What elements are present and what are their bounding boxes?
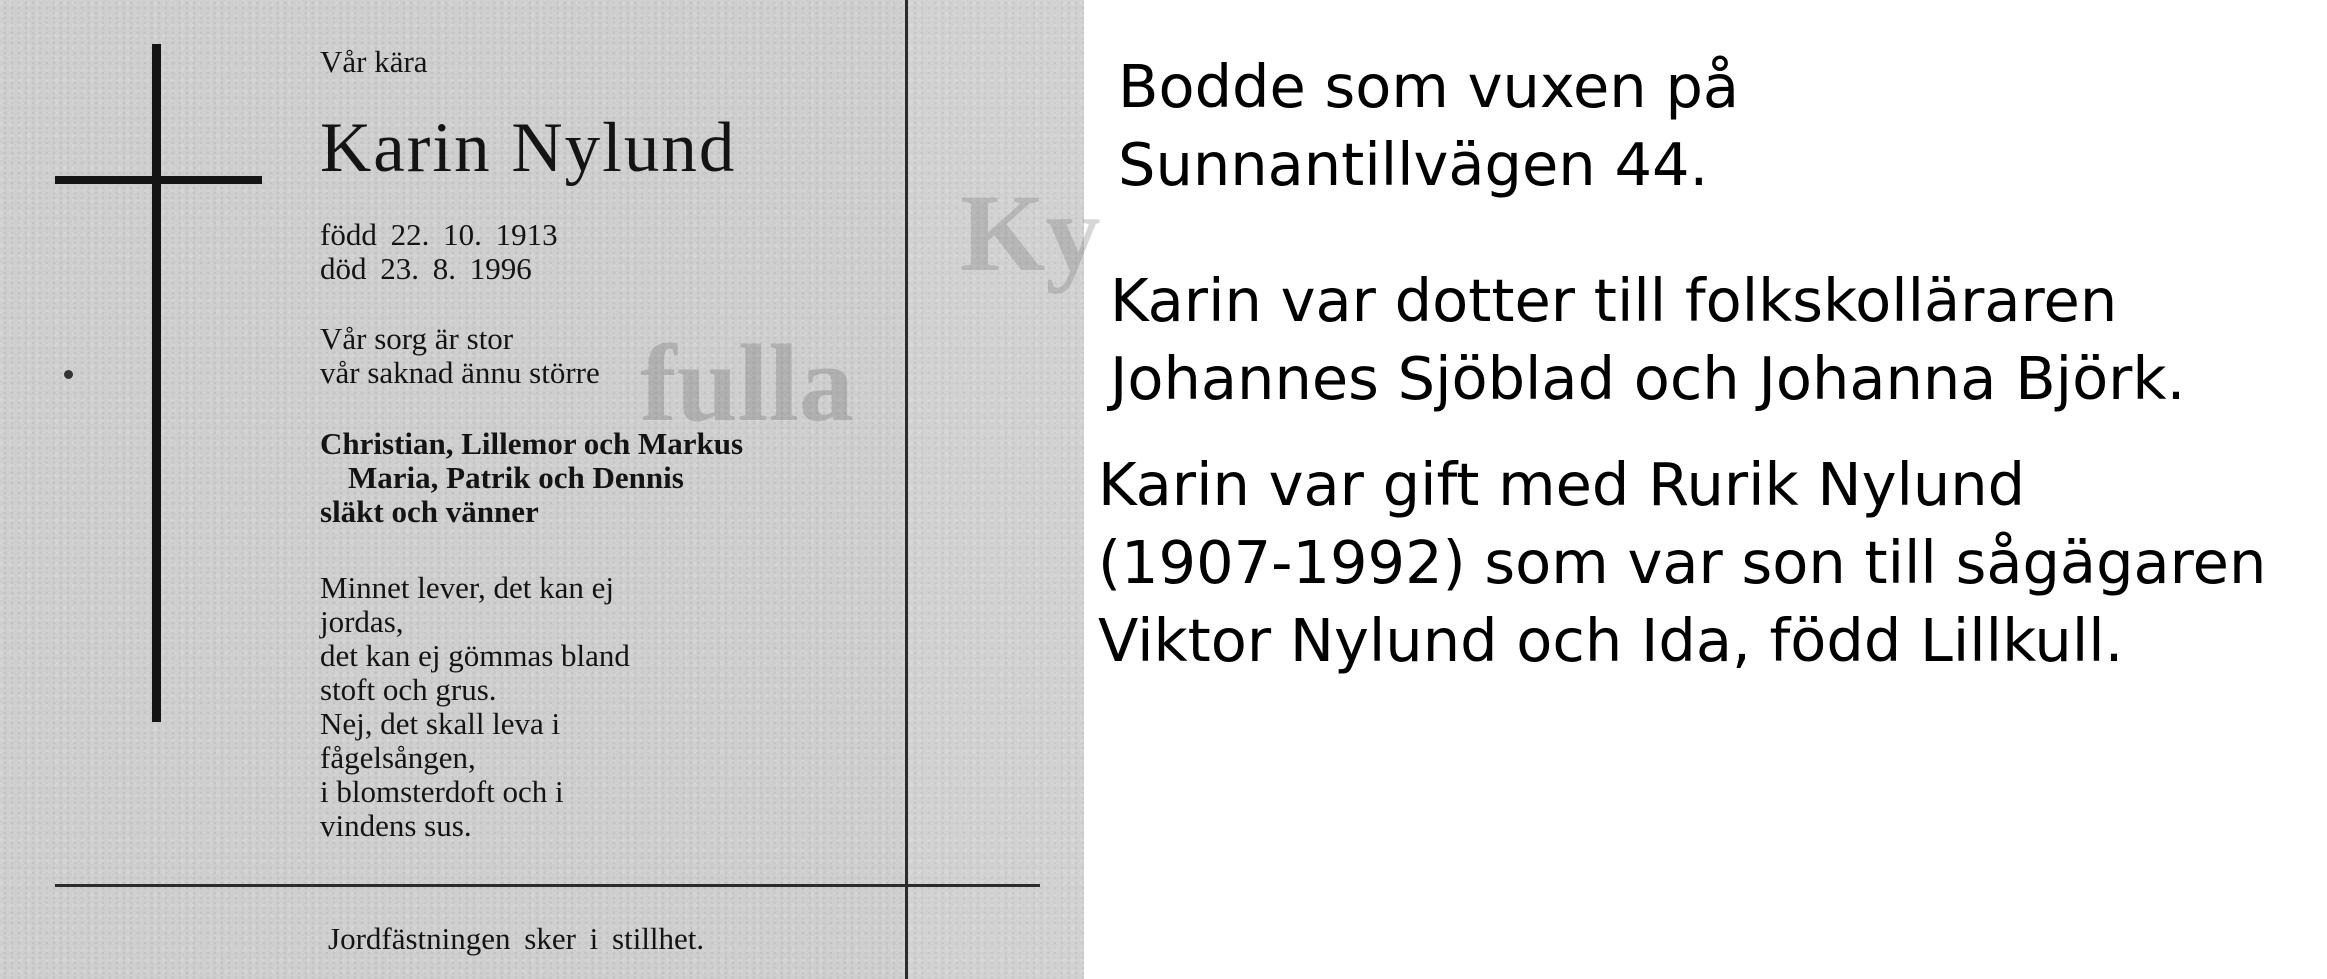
birth-date: född 22. 10. 1913 [320,217,558,252]
sorrow-verse [320,322,600,390]
sorrow-line: vår saknad ännu större [320,355,600,390]
newspaper-clipping [0,0,1101,979]
poem-line: Minnet lever, det kan ej [320,570,615,605]
bleed-through-text: fulla [640,322,854,444]
cross-symbol-bar [55,176,262,184]
parents-note [1110,262,2185,418]
note-line: (1907-1992) som var son till sågägaren [1098,528,2267,597]
note-line: Viktor Nylund och Ida, född Lillkull. [1098,606,2124,675]
obituary-intro: Vår kära [320,44,428,79]
note-line: Johannes Sjöblad och Johanna Björk. [1110,344,2186,413]
spouse-note [1098,446,2266,680]
poem-line: fågelsången, [320,740,476,775]
mourners-list [320,427,743,529]
column-divider [905,0,908,979]
memorial-poem [320,571,630,843]
poem-line: vindens sus. [320,808,472,843]
adjacent-column [905,0,1084,979]
life-dates [320,218,558,286]
poem-line: stoft och grus. [320,672,497,707]
residence-note [1118,48,1739,204]
poem-line: Nej, det skall leva i [320,706,561,741]
note-line: Sunnantillvägen 44. [1118,130,1709,199]
poem-line: i blomsterdoft och i [320,774,564,809]
note-line: Karin var dotter till folkskolläraren [1110,266,2118,335]
bleed-through-text: Ky [960,172,1101,294]
section-divider [55,884,1040,887]
sorrow-line: Vår sorg är stor [320,321,514,356]
cross-symbol [152,44,161,722]
poem-line: det kan ej gömmas bland [320,638,630,673]
mourner-line: Maria, Patrik och Dennis [348,460,684,495]
death-date: död 23. 8. 1996 [320,251,532,286]
poem-line: jordas, [320,604,404,639]
mourner-line: Christian, Lillemor och Markus [320,426,744,461]
mourner-line: släkt och vänner [320,494,539,529]
note-line: Karin var gift med Rurik Nylund [1098,450,2026,519]
ink-speck [64,370,73,379]
funeral-notice: Jordfästningen sker i stillhet. [328,921,705,956]
deceased-name: Karin Nylund [320,109,737,187]
note-line: Bodde som vuxen på [1118,52,1740,121]
